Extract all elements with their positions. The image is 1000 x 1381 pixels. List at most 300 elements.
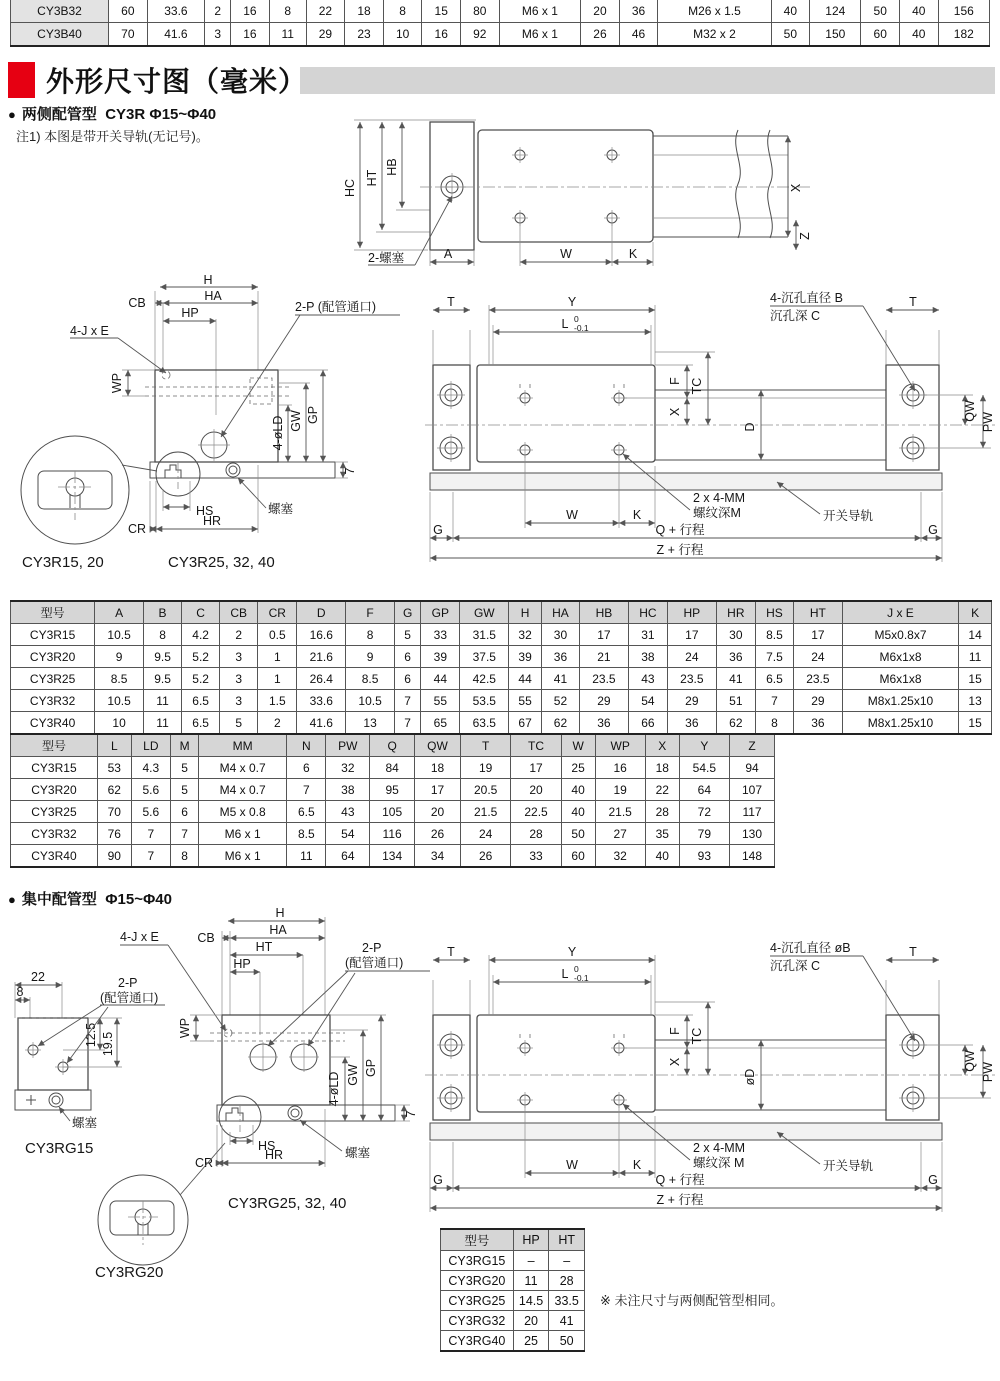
- label-plug2: 2-螺塞: [368, 251, 405, 265]
- dim-label-k: K: [628, 247, 638, 261]
- hp-ht-table: [440, 1228, 585, 1352]
- column-header: J x E: [842, 601, 958, 624]
- dim-label-cr2: CR: [194, 1156, 214, 1170]
- section1-range: CY3R Φ15~Φ40: [105, 106, 217, 123]
- value-cell: 17: [511, 757, 561, 779]
- column-header: G: [394, 601, 420, 624]
- dim-label-y-2: Y: [567, 945, 577, 959]
- value-cell: 24: [793, 646, 842, 668]
- value-cell: 5.2: [182, 668, 220, 690]
- value-cell: 8.5: [346, 668, 395, 690]
- value-cell: 29: [793, 690, 842, 712]
- dim-label-g-left: G: [433, 523, 443, 537]
- table-row: [11, 646, 992, 668]
- value-cell: 60: [861, 23, 900, 47]
- value-cell: 23: [345, 23, 384, 47]
- value-cell: 42.5: [460, 668, 509, 690]
- value-cell: 55: [421, 690, 460, 712]
- label-plug-mid: 螺塞: [345, 1146, 371, 1160]
- table-row: [11, 779, 775, 801]
- value-cell: 64: [326, 845, 370, 868]
- value-cell: 39: [509, 646, 542, 668]
- value-cell: 8: [144, 624, 182, 646]
- label-mm-thread-2: 2 x 4-MM: [693, 1141, 746, 1155]
- value-cell: 7: [170, 823, 198, 845]
- value-cell: 9.5: [144, 668, 182, 690]
- value-cell: 26.4: [297, 668, 346, 690]
- value-cell: 36: [793, 712, 842, 735]
- table-row: [441, 1291, 585, 1311]
- value-cell: 156: [938, 0, 989, 23]
- model-cell: CY3RG20: [441, 1271, 514, 1291]
- caption-cy3rg25-32-40: CY3RG25, 32, 40: [228, 1195, 347, 1212]
- column-header: HC: [628, 601, 667, 624]
- dim-label-k-2: K: [632, 1158, 642, 1172]
- column-header: HA: [541, 601, 579, 624]
- table-row: [441, 1251, 585, 1271]
- value-cell: 38: [628, 646, 667, 668]
- value-cell: 7: [131, 823, 170, 845]
- value-cell: 107: [730, 779, 775, 801]
- model-cell: CY3R40: [11, 712, 95, 735]
- value-cell: 11: [959, 646, 992, 668]
- dim-label-ht2: HT: [255, 940, 273, 954]
- value-cell: 0.5: [258, 624, 297, 646]
- model-cell: CY3B32: [11, 0, 109, 23]
- column-header: TC: [511, 734, 561, 757]
- dim-label-hr: HR: [202, 514, 222, 528]
- value-cell: 38: [326, 779, 370, 801]
- dim-label-d: D: [743, 422, 757, 432]
- column-header: Q: [370, 734, 415, 757]
- value-cell: M5x0.8x7: [842, 624, 958, 646]
- value-cell: 21.6: [297, 646, 346, 668]
- value-cell: 33.5: [549, 1291, 585, 1311]
- dim-label-k2: K: [632, 508, 642, 522]
- value-cell: 41: [549, 1311, 585, 1331]
- value-cell: M6 x 1: [199, 823, 287, 845]
- plan-view-right-drawing: [425, 280, 1000, 580]
- value-cell: 10.5: [95, 690, 144, 712]
- value-cell: 105: [370, 801, 415, 823]
- value-cell: 14: [959, 624, 992, 646]
- value-cell: 24: [667, 646, 716, 668]
- value-cell: 5: [170, 779, 198, 801]
- value-cell: 7.5: [755, 646, 793, 668]
- value-cell: 20: [513, 1311, 549, 1331]
- table-row: [11, 757, 775, 779]
- value-cell: 20: [415, 801, 461, 823]
- model-cell: CY3RG15: [441, 1251, 514, 1271]
- value-cell: 26: [460, 845, 510, 868]
- dim-label-g-left-2: G: [433, 1173, 443, 1187]
- value-cell: 6.5: [182, 712, 220, 735]
- dim-label-tc-2: TC: [690, 1027, 704, 1045]
- value-cell: M26 x 1.5: [658, 0, 771, 23]
- column-header: GW: [460, 601, 509, 624]
- value-cell: 16: [231, 23, 270, 47]
- dim-label-7: 7: [343, 467, 357, 475]
- value-cell: M8x1.25x10: [842, 712, 958, 735]
- value-cell: 35: [645, 823, 679, 845]
- value-cell: 13: [346, 712, 395, 735]
- value-cell: 21: [580, 646, 629, 668]
- value-cell: 130: [730, 823, 775, 845]
- dim-label-7-2: 7: [404, 1110, 418, 1118]
- dim-label-l-2: L: [561, 967, 569, 981]
- value-cell: 36: [619, 0, 658, 23]
- value-cell: 8: [383, 0, 422, 23]
- dim-label-gw: GW: [289, 410, 303, 432]
- label-2p-d: (配管通口): [345, 956, 404, 970]
- column-header: 型号: [441, 1229, 514, 1251]
- dimension-table-1: [10, 600, 992, 735]
- value-cell: 17: [580, 624, 629, 646]
- column-header: HR: [716, 601, 755, 624]
- table-row: [11, 668, 992, 690]
- table-row: [11, 0, 990, 23]
- value-cell: 33.6: [147, 0, 205, 23]
- value-cell: 2: [205, 0, 231, 23]
- dim-label-12-5: 12.5: [84, 1022, 98, 1048]
- dim-label-l-tol-bot: -0.1: [574, 323, 589, 333]
- value-cell: 95: [370, 779, 415, 801]
- value-cell: 16.6: [297, 624, 346, 646]
- dim-label-pw: PW: [981, 411, 995, 433]
- value-cell: 4.3: [131, 757, 170, 779]
- value-cell: 36: [541, 646, 579, 668]
- value-cell: 93: [679, 845, 729, 868]
- value-cell: 60: [109, 0, 148, 23]
- dim-label-22: 22: [31, 970, 45, 984]
- value-cell: 9: [346, 646, 395, 668]
- label-2p-c: 2-P: [362, 941, 382, 955]
- value-cell: 29: [580, 690, 629, 712]
- label-cbore-dia-2: 4-沉孔直径 øB: [770, 941, 851, 955]
- value-cell: 9.5: [144, 646, 182, 668]
- value-cell: 43: [628, 668, 667, 690]
- value-cell: 2: [258, 712, 297, 735]
- model-cell: CY3R15: [11, 757, 98, 779]
- value-cell: 92: [461, 23, 500, 47]
- model-cell: CY3R25: [11, 801, 98, 823]
- value-cell: 3: [220, 690, 258, 712]
- value-cell: 54: [326, 823, 370, 845]
- value-cell: 1: [258, 646, 297, 668]
- value-cell: 14.5: [513, 1291, 549, 1311]
- plan-view-left-drawing: [0, 275, 430, 575]
- value-cell: 8.5: [755, 624, 793, 646]
- dim-label-y: Y: [567, 295, 577, 309]
- column-header: CR: [258, 601, 297, 624]
- table-row: [11, 845, 775, 868]
- value-cell: 70: [109, 23, 148, 47]
- value-cell: 4.2: [182, 624, 220, 646]
- value-cell: 72: [679, 801, 729, 823]
- value-cell: 7: [287, 779, 326, 801]
- value-cell: –: [549, 1251, 585, 1271]
- value-cell: 20.5: [460, 779, 510, 801]
- value-cell: 11: [144, 690, 182, 712]
- value-cell: 20: [581, 0, 620, 23]
- column-header: HB: [580, 601, 629, 624]
- value-cell: 10.5: [346, 690, 395, 712]
- dim-label-gp2: GP: [364, 1058, 378, 1078]
- value-cell: –: [513, 1251, 549, 1271]
- dim-label-t-left-2: T: [447, 945, 455, 959]
- value-cell: 39: [421, 646, 460, 668]
- dim-label-h: H: [203, 273, 213, 287]
- dim-label-gw2: GW: [346, 1064, 360, 1086]
- dim-label-q-stroke: Q + 行程: [655, 523, 705, 537]
- dim-label-pw-2: PW: [981, 1061, 995, 1083]
- value-cell: 31: [628, 624, 667, 646]
- dim-label-qw-2: QW: [963, 1050, 977, 1072]
- dim-label-qw: QW: [963, 400, 977, 422]
- column-header: Y: [679, 734, 729, 757]
- dim-label-t-right: T: [909, 295, 917, 309]
- column-header: GP: [421, 601, 460, 624]
- table-row: [11, 690, 992, 712]
- dim-label-g-right: G: [928, 523, 938, 537]
- value-cell: 13: [959, 690, 992, 712]
- dim-label-x2: X: [668, 407, 682, 417]
- value-cell: 9: [95, 646, 144, 668]
- value-cell: 53: [97, 757, 131, 779]
- value-cell: 41.6: [147, 23, 205, 47]
- column-header: C: [182, 601, 220, 624]
- value-cell: 25: [561, 757, 595, 779]
- value-cell: M6x1x8: [842, 646, 958, 668]
- value-cell: 79: [679, 823, 729, 845]
- dim-label-cb: CB: [128, 296, 146, 310]
- value-cell: 3: [220, 668, 258, 690]
- value-cell: 3: [205, 23, 231, 47]
- value-cell: 60: [561, 845, 595, 868]
- column-header: PW: [326, 734, 370, 757]
- section1-note: 注1) 本图是带开关导轨(无记号)。: [16, 129, 209, 144]
- value-cell: 5: [394, 624, 420, 646]
- dim-label-4old2: 4-øLD: [327, 1071, 341, 1107]
- dim-label-x-2: X: [668, 1057, 682, 1067]
- value-cell: 11: [144, 712, 182, 735]
- dim-label-cb2: CB: [197, 931, 215, 945]
- column-header: A: [95, 601, 144, 624]
- column-header: HS: [755, 601, 793, 624]
- value-cell: 29: [306, 23, 345, 47]
- value-cell: 36: [667, 712, 716, 735]
- label-mm-depth-2: 螺纹深 M: [693, 1156, 745, 1170]
- dim-label-w-2: W: [566, 1158, 578, 1172]
- label-cbore-depth: 沉孔深 C: [770, 309, 821, 323]
- table-row: [441, 1271, 585, 1291]
- value-cell: 20: [511, 779, 561, 801]
- label-switch-rail: 开关导轨: [823, 509, 874, 523]
- dim-label-4old: 4-øLD: [271, 415, 285, 451]
- value-cell: 6: [394, 646, 420, 668]
- model-cell: CY3RG32: [441, 1311, 514, 1331]
- dim-label-hr2: HR: [264, 1148, 284, 1162]
- dim-label-l-tol-bot-2: -0.1: [574, 973, 589, 983]
- value-cell: 22.5: [511, 801, 561, 823]
- value-cell: 117: [730, 801, 775, 823]
- value-cell: 36: [580, 712, 629, 735]
- value-cell: 22: [306, 0, 345, 23]
- value-cell: 116: [370, 823, 415, 845]
- table-row: [11, 624, 992, 646]
- value-cell: 19: [460, 757, 510, 779]
- dim-label-hs: HS: [196, 504, 214, 518]
- value-cell: 40: [900, 23, 939, 47]
- dim-label-x: X: [789, 183, 803, 193]
- value-cell: 16: [422, 23, 461, 47]
- value-cell: 11: [513, 1271, 549, 1291]
- dim-label-f-2: F: [668, 1027, 682, 1035]
- value-cell: 50: [861, 0, 900, 23]
- value-cell: M32 x 2: [658, 23, 771, 47]
- value-cell: 6.5: [182, 690, 220, 712]
- dim-label-hp2: HP: [233, 957, 251, 971]
- value-cell: 25: [513, 1331, 549, 1352]
- value-cell: 18: [645, 757, 679, 779]
- label-mm-depth: 螺纹深M: [693, 506, 741, 520]
- value-cell: 17: [415, 779, 461, 801]
- value-cell: 8: [170, 845, 198, 868]
- section1-label: 两侧配管型: [21, 106, 97, 123]
- model-cell: CY3R32: [11, 823, 98, 845]
- dim-label-hc: HC: [343, 178, 357, 198]
- value-cell: 28: [549, 1271, 585, 1291]
- footnote: ※ 未注尺寸与两侧配管型相同。: [600, 1293, 784, 1308]
- centralized-piping-left-drawing: [0, 905, 440, 1305]
- value-cell: M6 x 1: [499, 0, 581, 23]
- caption-cy3r15-20: CY3R15, 20: [22, 554, 104, 571]
- value-cell: 94: [730, 757, 775, 779]
- model-cell: CY3R15: [11, 624, 95, 646]
- value-cell: 8.5: [95, 668, 144, 690]
- value-cell: 51: [716, 690, 755, 712]
- value-cell: 15: [959, 712, 992, 735]
- column-header: MM: [199, 734, 287, 757]
- dim-label-wp2: WP: [178, 1017, 192, 1039]
- value-cell: 33: [421, 624, 460, 646]
- red-square-icon: [8, 62, 35, 98]
- model-cell: CY3R32: [11, 690, 95, 712]
- value-cell: 33.6: [297, 690, 346, 712]
- value-cell: 43: [326, 801, 370, 823]
- dim-label-g-right-2: G: [928, 1173, 938, 1187]
- dim-label-od: øD: [743, 1068, 757, 1086]
- column-header: W: [561, 734, 595, 757]
- model-cell: CY3R25: [11, 668, 95, 690]
- value-cell: 7: [755, 690, 793, 712]
- value-cell: 32: [326, 757, 370, 779]
- value-cell: M8x1.25x10: [842, 690, 958, 712]
- value-cell: 41: [716, 668, 755, 690]
- value-cell: 32: [595, 845, 645, 868]
- value-cell: 5.2: [182, 646, 220, 668]
- title-gray-bar: [300, 67, 995, 94]
- value-cell: 6: [394, 668, 420, 690]
- bullet-icon: ●: [8, 892, 16, 907]
- value-cell: 21.5: [595, 801, 645, 823]
- value-cell: 41.6: [297, 712, 346, 735]
- value-cell: 80: [461, 0, 500, 23]
- column-header: B: [144, 601, 182, 624]
- label-cbore-dia: 4-沉孔直径 B: [770, 291, 843, 305]
- value-cell: 50: [561, 823, 595, 845]
- value-cell: 44: [421, 668, 460, 690]
- value-cell: 40: [645, 845, 679, 868]
- bullet-icon: ●: [8, 107, 16, 122]
- value-cell: 28: [645, 801, 679, 823]
- value-cell: 53.5: [460, 690, 509, 712]
- value-cell: 34: [415, 845, 461, 868]
- model-cell: CY3RG40: [441, 1331, 514, 1352]
- dim-label-hb: HB: [385, 158, 399, 176]
- value-cell: 37.5: [460, 646, 509, 668]
- value-cell: 46: [619, 23, 658, 47]
- column-header: D: [297, 601, 346, 624]
- dim-label-wp: WP: [110, 372, 124, 394]
- section2-label: 集中配管型: [21, 891, 97, 908]
- caption-cy3rg15: CY3RG15: [25, 1140, 94, 1157]
- column-header: N: [287, 734, 326, 757]
- value-cell: 10: [383, 23, 422, 47]
- dim-label-f: F: [668, 377, 682, 385]
- value-cell: 18: [415, 757, 461, 779]
- value-cell: 65: [421, 712, 460, 735]
- dim-label-q-stroke-2: Q + 行程: [655, 1173, 705, 1187]
- label-plug-left: 螺塞: [72, 1116, 98, 1130]
- value-cell: 36: [716, 646, 755, 668]
- caption-cy3r25-32-40: CY3R25, 32, 40: [168, 554, 275, 571]
- value-cell: 26: [415, 823, 461, 845]
- value-cell: 21.5: [460, 801, 510, 823]
- column-header: Z: [730, 734, 775, 757]
- value-cell: 7: [131, 845, 170, 868]
- value-cell: 27: [595, 823, 645, 845]
- label-2p-a: 2-P: [118, 976, 138, 990]
- value-cell: 31.5: [460, 624, 509, 646]
- value-cell: 55: [509, 690, 542, 712]
- label-switch-rail-2: 开关导轨: [823, 1159, 874, 1173]
- caption-cy3rg20: CY3RG20: [95, 1264, 164, 1281]
- side-view-drawing: [340, 110, 1000, 276]
- column-header: 型号: [11, 601, 95, 624]
- value-cell: 54: [628, 690, 667, 712]
- value-cell: 6.5: [755, 668, 793, 690]
- dim-label-l-tol-top: 0: [574, 314, 579, 324]
- column-header: M: [170, 734, 198, 757]
- column-header: WP: [595, 734, 645, 757]
- value-cell: 19: [595, 779, 645, 801]
- value-cell: 41: [541, 668, 579, 690]
- label-2p-b: (配管通口): [100, 991, 159, 1005]
- label-4jxe: 4-J x E: [70, 324, 109, 338]
- value-cell: 40: [900, 0, 939, 23]
- dim-label-l: L: [561, 317, 569, 331]
- value-cell: 28: [511, 823, 561, 845]
- dim-label-8: 8: [16, 985, 24, 999]
- dim-label-cr: CR: [127, 522, 147, 536]
- value-cell: 11: [287, 845, 326, 868]
- column-header: QW: [415, 734, 461, 757]
- value-cell: 26: [581, 23, 620, 47]
- value-cell: 6.5: [287, 801, 326, 823]
- value-cell: 17: [793, 624, 842, 646]
- dim-label-hs2: HS: [258, 1139, 276, 1153]
